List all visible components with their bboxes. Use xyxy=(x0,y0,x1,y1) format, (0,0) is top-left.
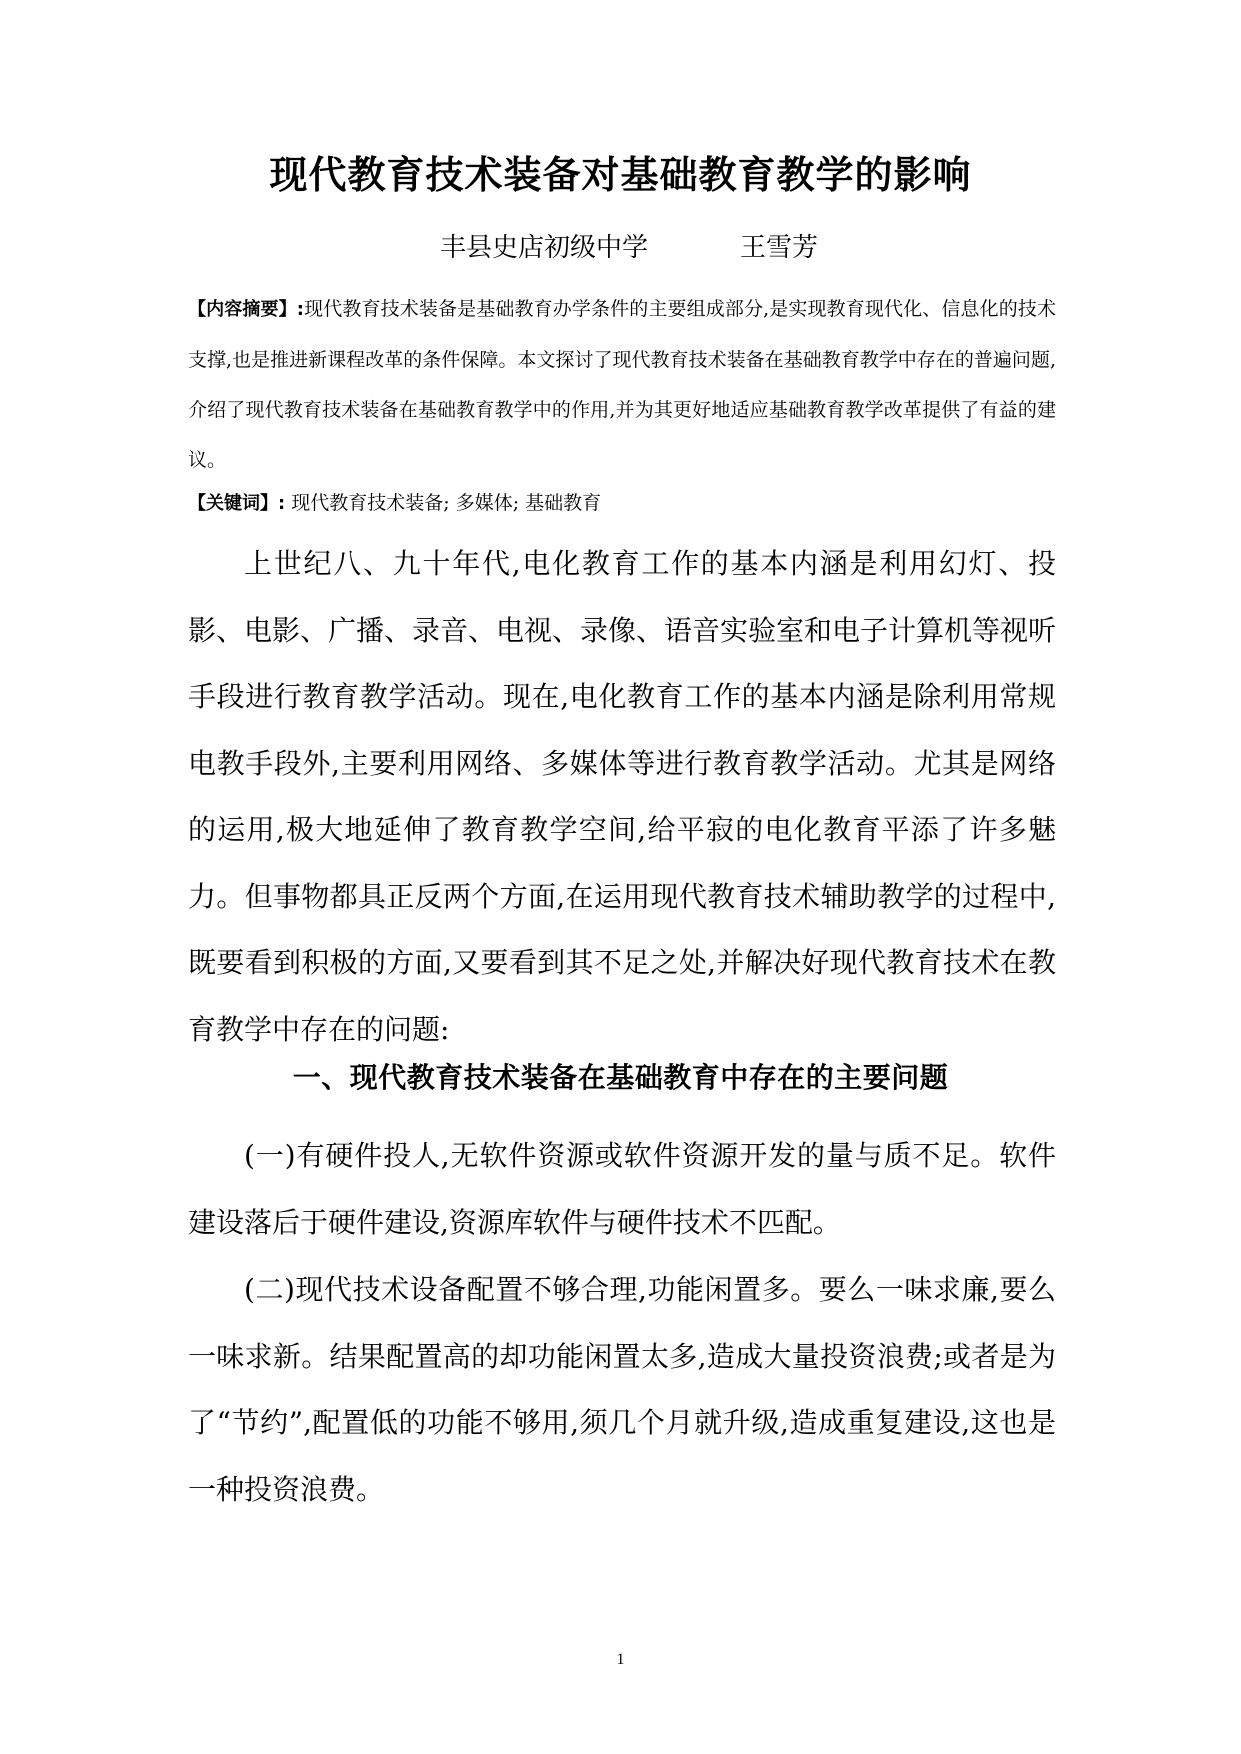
abstract-tag: 【内容摘要】: xyxy=(188,299,304,320)
problem-paragraph-2: (二)现代技术设备配置不够合理,功能闲置多。要么一味求廉,要么一味求新。结果配置高的却功能闲置太多,造成大量投资浪费;或者是为了“节约”,配置低的功能不够用,须几个月就升级,造成重复建设,这也是一种投资浪费。 xyxy=(188,1273,1056,1506)
problem-paragraph-1: (一)有硬件投人,无软件资源或软件资源开发的量与质不足。软件建设落后于硬件建设,资源库软件与硬件技术不匹配。 xyxy=(188,1139,1056,1239)
keywords-tag: 【关键词】: xyxy=(188,493,286,514)
page-number: 1 xyxy=(616,1651,625,1668)
abstract xyxy=(188,284,1056,485)
author-name: 王雪芳 xyxy=(740,233,819,263)
abstract-text: 现代教育技术装备是基础教育办学条件的主要组成部分,是实现教育现代化、信息化的技术支撑,也是推进新课程改革的条件保障。本文探讨了现代教育技术装备在基础教育教学中存在的普遍问题,介绍了现代教育技术装备在基础教育教学中的作用,并为其更好地适应基础教育教学改革提供了有益的建议。 xyxy=(188,298,1056,471)
keywords xyxy=(188,483,1056,524)
school-name: 丰县史店初级中学 xyxy=(440,233,649,263)
intro-paragraph: 上世纪八、九十年代,电化教育工作的基本内涵是利用幻灯、投影、电影、广播、录音、电视、录像、语音实验室和电子计算机等视听手段进行教育教学活动。现在,电化教育工作的基本内涵是除利用常规电教手段外,主要利用网络、多媒体等进行教育教学活动。尤其是网络的运用,极大地延伸了教育教学空间,给平寂的电化教育平添了许多魅力。但事物都具正反两个方面,在运用现代教育技术辅助教学的过程中,既要看到积极的方面,又要看到其不足之处,并解决好现代教育技术在教育教学中存在的问题: xyxy=(188,547,1057,1046)
byline xyxy=(440,228,1140,268)
section-heading: 一、现代教育技术装备在基础教育中存在的主要问题 xyxy=(292,1061,949,1094)
keywords-text: 现代教育技术装备; 多媒体; 基础教育 xyxy=(291,492,602,514)
document-title: 现代教育技术装备对基础教育教学的影响 xyxy=(269,153,972,197)
